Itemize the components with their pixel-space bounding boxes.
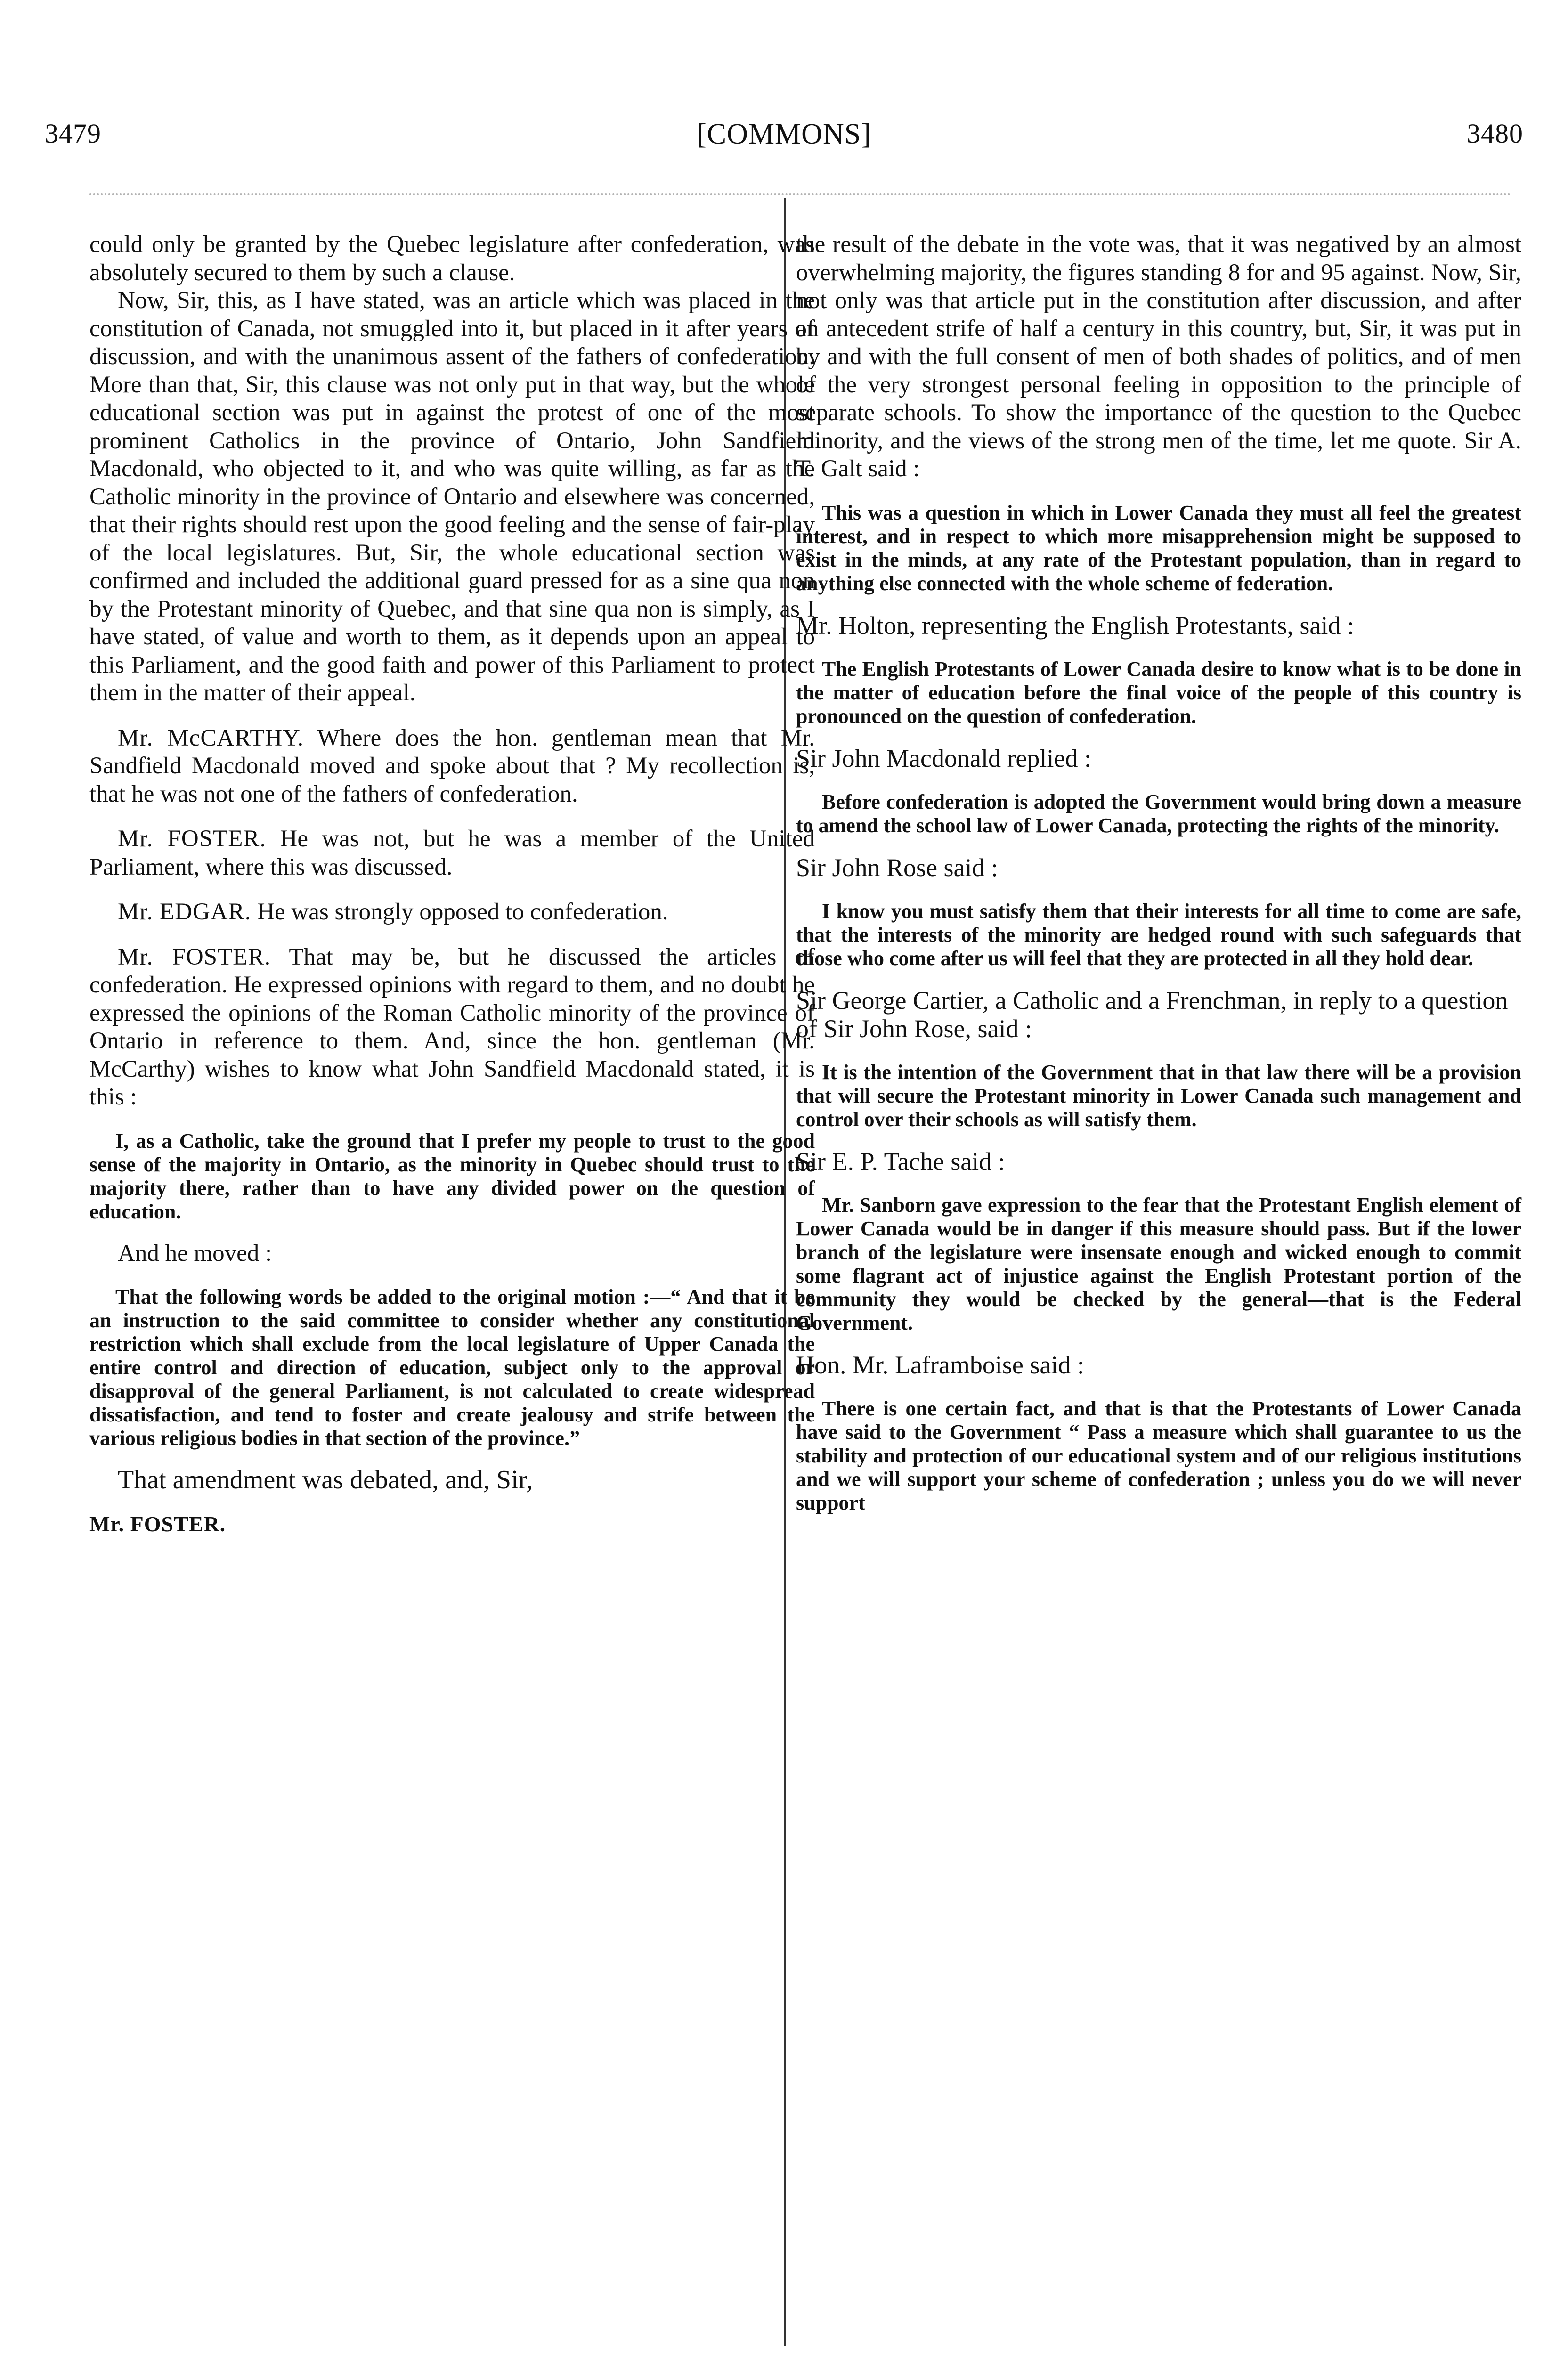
speaker-intro: Sir John Rose said : [796, 853, 999, 882]
speaker-name: Mr. FOSTER. [118, 826, 267, 852]
paragraph: Now, Sir, this, as I have stated, was an article which was placed in the constitution of Canada, not smuggled into it, but placed in it after years of discussion, and with the unanimous assent of the fathers of confederation. More than that, Sir, this clause was not only put in that way, but the whole educational section was put in against the protest of one of the most prominent Catholics in the province of Ontario, John Sandfield Macdonald, who objected to it, and who was quite willing, as far as the Catholic minority in the province of Ontario and elsewhere was concerned, that their rights should rest upon the good feeling and the sense of fair-play of the local legislatures. But, Sir, the whole educational section was confirmed and included the additional guard pressed for as a sine qua non by the Protestant minority of Quebec, and that sine qua non is simply, as I have stated, of value and worth to them, as it depends upon an appeal to this Parliament, and the good faith and power of this Parliament to protect them in the matter of their appeal. [89, 287, 815, 706]
speech-mccarthy [89, 724, 815, 809]
paragraph: could only be granted by the Quebec legislature after confederation, was absolutely secured to them by such a clause. [89, 231, 815, 286]
quotation: I know you must satisfy them that their interests for all time to come are safe, that the interests of the minority are hedged round with such safeguards that those who come after us will feel that they are protected in all they hold dear. [796, 899, 1521, 970]
quotation: Before confederation is adopted the Government would bring down a measure to amend the school law of Lower Canada, protecting the rights of the minority. [796, 790, 1521, 837]
footer-speaker: Mr. FOSTER. [89, 1511, 226, 1536]
speaker-name: Mr. McCARTHY. [118, 724, 304, 751]
quotation: Mr. Sanborn gave expression to the fear that the Protestant English element of Lower Canada would be in danger if this measure should pass. But if the lower branch of the legislature were insensate enough and wicked enough to commit some flagrant act of injustice against the English Protestant portion of the community they would be checked by the general—that is the Federal Government. [796, 1193, 1521, 1334]
speaker-intro: Hon. Mr. Laframboise said : [796, 1350, 1084, 1379]
paragraph: the result of the debate in the vote was, that it was negatived by an almost overwhelming majority, the figures standing 8 for and 95 against. Now, Sir, not only was that article put in the constitution after discussion, and after an antecedent strife of half a century in this country, but, Sir, it was put in by and with the full consent of men of both shades of politics, and of men of the very strongest personal feeling in opposition to the principle of separate schools. To show the importance of the question to the Quebec minority, and the views of the strong men of the time, let me quote. Sir A. T. Galt said : [796, 231, 1521, 482]
speech-text: He was strongly opposed to confederation. [257, 899, 668, 925]
header-rule [89, 193, 1511, 195]
page-header [45, 118, 1523, 170]
speech-text: That may be, but he discussed the articles of confederation. He expressed opinions with regard to them, and no doubt he expressed the opinions of the Roman Catholic minority of the province of Ontario in reference to them. And, since the hon. gentleman (Mr. McCarthy) wishes to know what John Sandfield Macdonald stated, it is this : [89, 943, 815, 1110]
speech-foster [89, 825, 815, 881]
speaker-intro: Sir E. P. Tache said : [796, 1147, 1005, 1176]
paragraph: That amendment was debated, and, Sir, [118, 1465, 533, 1494]
speech-text: Where does the hon. gentleman mean that Mr. Sandfield Macdonald moved and spoke about that ? My recollection is, that he was not one of the fathers of confederation. [89, 724, 815, 807]
quotation: This was a question in which in Lower Canada they must all feel the greatest interest, and in respect to which more misapprehension might be supposed to exist in the minds, at any rate of the Protestant population, than in regard to anything else connected with the whole scheme of federation. [796, 501, 1521, 595]
speaker-intro: Mr. Holton, representing the English Protestants, said : [796, 611, 1354, 640]
speech-foster [89, 943, 815, 1112]
quotation: It is the intention of the Government that in that law there will be a provision that will secure the Protestant minority in Lower Canada such management and control over their schools as will satisfy them. [796, 1060, 1521, 1131]
paragraph: And he moved : [118, 1240, 272, 1267]
speaker-name: Mr. FOSTER. [118, 943, 271, 970]
right-column [796, 231, 1521, 1531]
quotation: There is one certain fact, and that is that the Protestants of Lower Canada have said to the Government “ Pass a measure which shall guarantee to us the stability and protection of our educational system and of our religious institutions and we will support your scheme of confederation ; unless you do we will never support [796, 1397, 1521, 1514]
speech-text: He was not, but he was a member of the United Parliament, where this was discussed. [89, 826, 815, 880]
page-title: [COMMONS] [697, 118, 871, 150]
left-page-number: 3479 [45, 118, 101, 149]
speaker-name: Mr. EDGAR. [118, 899, 252, 925]
speaker-intro: Sir John Macdonald replied : [796, 744, 1091, 772]
quotation: That the following words be added to the original motion :—“ And that it be an instruction to the said committee to consider whether any constitutional restriction which shall exclude from the local legislature of Upper Canada the entire control and direction of education, subject only to the approval or disapproval of the general Parliament, is not calculated to create widespread dissatisfaction, and tend to foster and create jealousy and strife between the various religious bodies in that section of the province.” [89, 1285, 815, 1450]
quotation: The English Protestants of Lower Canada desire to know what is to be done in the matter of education before the final voice of the people of this country is pronounced on the question of confederation. [796, 657, 1521, 728]
right-page-number: 3480 [1467, 118, 1523, 149]
speaker-intro: Sir George Cartier, a Catholic and a Frenchman, in reply to a question of Sir John Rose, said : [796, 986, 1508, 1043]
quotation: I, as a Catholic, take the ground that I prefer my people to trust to the good sense of the majority in Ontario, as the minority in Quebec should trust to the majority there, rather than to have any divided power on the question of education. [89, 1129, 815, 1223]
left-column [89, 231, 815, 1536]
speech-edgar [89, 898, 815, 926]
